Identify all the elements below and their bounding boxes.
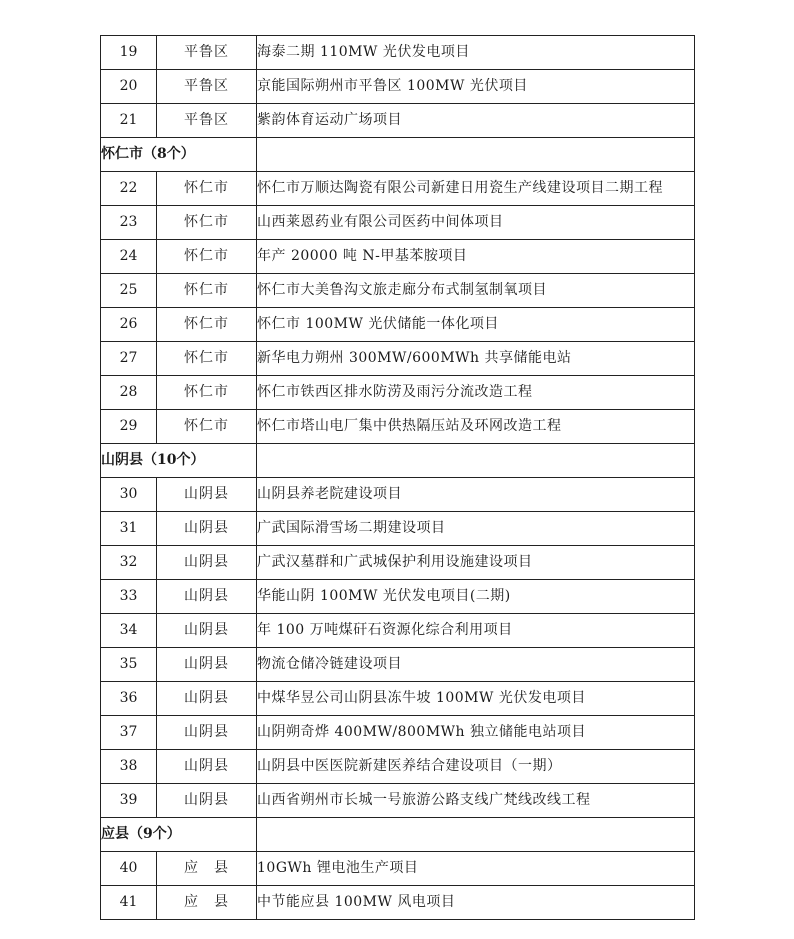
row-area-cell: 应 县 xyxy=(157,886,257,920)
table-row xyxy=(101,342,695,376)
table-row xyxy=(101,104,695,138)
row-project-name-cell: 怀仁市塔山电厂集中供热隔压站及环网改造工程 xyxy=(257,410,695,444)
row-number-cell: 32 xyxy=(101,546,157,580)
row-area-cell: 应 县 xyxy=(157,852,257,886)
table-row xyxy=(101,308,695,342)
row-area-cell: 怀仁市 xyxy=(157,172,257,206)
group-header-label: 怀仁市（8个） xyxy=(101,138,257,172)
row-number-cell: 40 xyxy=(101,852,157,886)
row-project-name-cell: 广武国际滑雪场二期建设项目 xyxy=(257,512,695,546)
row-area-cell: 山阴县 xyxy=(157,546,257,580)
table-row xyxy=(101,580,695,614)
row-project-name-cell: 广武汉墓群和广武城保护利用设施建设项目 xyxy=(257,546,695,580)
group-header-row xyxy=(101,138,695,172)
row-project-name-cell: 紫韵体育运动广场项目 xyxy=(257,104,695,138)
table-row xyxy=(101,70,695,104)
row-area-cell: 怀仁市 xyxy=(157,206,257,240)
row-area-cell: 平鲁区 xyxy=(157,70,257,104)
row-project-name-cell: 新华电力朔州 300MW/600MWh 共享储能电站 xyxy=(257,342,695,376)
project-table-body xyxy=(101,36,695,920)
table-row xyxy=(101,410,695,444)
row-area-cell: 山阴县 xyxy=(157,750,257,784)
row-area-cell: 怀仁市 xyxy=(157,308,257,342)
row-number-cell: 25 xyxy=(101,274,157,308)
group-header-empty-cell xyxy=(257,818,695,852)
row-number-cell: 22 xyxy=(101,172,157,206)
row-number-cell: 24 xyxy=(101,240,157,274)
table-row xyxy=(101,886,695,920)
row-area-cell: 平鲁区 xyxy=(157,104,257,138)
row-area-cell: 山阴县 xyxy=(157,580,257,614)
row-number-cell: 35 xyxy=(101,648,157,682)
row-number-cell: 37 xyxy=(101,716,157,750)
row-project-name-cell: 海泰二期 110MW 光伏发电项目 xyxy=(257,36,695,70)
table-row xyxy=(101,784,695,818)
group-header-row xyxy=(101,444,695,478)
row-area-cell: 怀仁市 xyxy=(157,274,257,308)
row-number-cell: 19 xyxy=(101,36,157,70)
row-project-name-cell: 京能国际朔州市平鲁区 100MW 光伏项目 xyxy=(257,70,695,104)
project-table xyxy=(100,35,695,920)
row-area-cell: 怀仁市 xyxy=(157,376,257,410)
row-project-name-cell: 山阴县养老院建设项目 xyxy=(257,478,695,512)
group-header-empty-cell xyxy=(257,138,695,172)
row-number-cell: 41 xyxy=(101,886,157,920)
row-project-name-cell: 山西省朔州市长城一号旅游公路支线广梵线改线工程 xyxy=(257,784,695,818)
row-area-cell: 山阴县 xyxy=(157,478,257,512)
row-area-cell: 山阴县 xyxy=(157,682,257,716)
group-header-row xyxy=(101,818,695,852)
row-area-cell: 山阴县 xyxy=(157,784,257,818)
row-project-name-cell: 山阴朔奇烨 400MW/800MWh 独立储能电站项目 xyxy=(257,716,695,750)
row-project-name-cell: 怀仁市铁西区排水防涝及雨污分流改造工程 xyxy=(257,376,695,410)
row-number-cell: 31 xyxy=(101,512,157,546)
table-row xyxy=(101,682,695,716)
row-project-name-cell: 中煤华昱公司山阴县冻牛坡 100MW 光伏发电项目 xyxy=(257,682,695,716)
row-project-name-cell: 怀仁市大美鲁沟文旅走廊分布式制氢制氧项目 xyxy=(257,274,695,308)
table-row xyxy=(101,172,695,206)
table-row xyxy=(101,716,695,750)
row-number-cell: 26 xyxy=(101,308,157,342)
row-area-cell: 山阴县 xyxy=(157,648,257,682)
row-project-name-cell: 山西莱恩药业有限公司医药中间体项目 xyxy=(257,206,695,240)
row-number-cell: 33 xyxy=(101,580,157,614)
row-area-cell: 山阴县 xyxy=(157,512,257,546)
table-row xyxy=(101,750,695,784)
table-row xyxy=(101,36,695,70)
row-area-cell: 怀仁市 xyxy=(157,410,257,444)
row-area-cell: 怀仁市 xyxy=(157,240,257,274)
row-project-name-cell: 中节能应县 100MW 风电项目 xyxy=(257,886,695,920)
group-header-empty-cell xyxy=(257,444,695,478)
row-project-name-cell: 怀仁市 100MW 光伏储能一体化项目 xyxy=(257,308,695,342)
row-number-cell: 34 xyxy=(101,614,157,648)
row-project-name-cell: 年产 20000 吨 N-甲基苯胺项目 xyxy=(257,240,695,274)
table-row xyxy=(101,512,695,546)
row-number-cell: 20 xyxy=(101,70,157,104)
group-header-label: 山阴县（10个） xyxy=(101,444,257,478)
row-project-name-cell: 10GWh 锂电池生产项目 xyxy=(257,852,695,886)
table-row xyxy=(101,478,695,512)
row-project-name-cell: 物流仓储冷链建设项目 xyxy=(257,648,695,682)
table-row xyxy=(101,614,695,648)
table-row xyxy=(101,206,695,240)
row-number-cell: 29 xyxy=(101,410,157,444)
row-project-name-cell: 山阴县中医医院新建医养结合建设项目（一期） xyxy=(257,750,695,784)
row-number-cell: 39 xyxy=(101,784,157,818)
row-area-cell: 平鲁区 xyxy=(157,36,257,70)
row-number-cell: 36 xyxy=(101,682,157,716)
row-project-name-cell: 华能山阴 100MW 光伏发电项目(二期) xyxy=(257,580,695,614)
table-row xyxy=(101,648,695,682)
row-area-cell: 怀仁市 xyxy=(157,342,257,376)
row-area-cell: 山阴县 xyxy=(157,716,257,750)
table-row xyxy=(101,852,695,886)
row-project-name-cell: 怀仁市万顺达陶瓷有限公司新建日用瓷生产线建设项目二期工程 xyxy=(257,172,695,206)
row-number-cell: 38 xyxy=(101,750,157,784)
table-row xyxy=(101,240,695,274)
table-row xyxy=(101,376,695,410)
row-area-cell: 山阴县 xyxy=(157,614,257,648)
table-row xyxy=(101,546,695,580)
row-project-name-cell: 年 100 万吨煤矸石资源化综合利用项目 xyxy=(257,614,695,648)
row-number-cell: 28 xyxy=(101,376,157,410)
group-header-label: 应县（9个） xyxy=(101,818,257,852)
table-row xyxy=(101,274,695,308)
row-number-cell: 27 xyxy=(101,342,157,376)
row-number-cell: 23 xyxy=(101,206,157,240)
row-number-cell: 30 xyxy=(101,478,157,512)
row-number-cell: 21 xyxy=(101,104,157,138)
